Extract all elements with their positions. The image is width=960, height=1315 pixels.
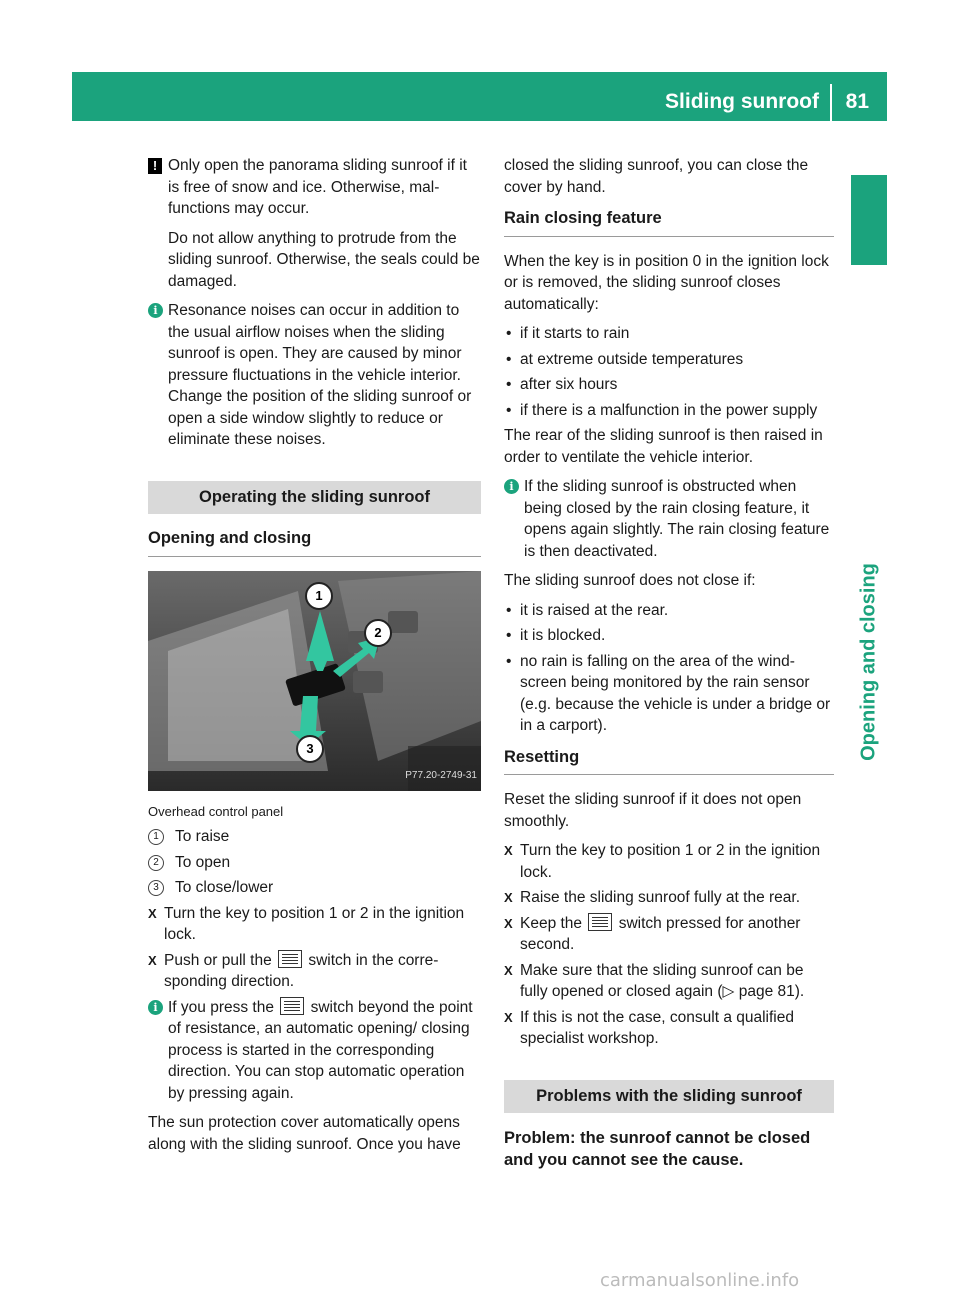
- page-number: 81: [845, 90, 869, 113]
- callout-2: 2: [364, 619, 392, 647]
- legend-text-1: To raise: [175, 828, 230, 845]
- watermark: carmanualsonline.info: [600, 1270, 800, 1291]
- list-item: • at extreme outside temperatures: [504, 349, 834, 371]
- step-push-pull: [148, 950, 481, 993]
- reset-step-5: X If this is not the case, consult a qualified specialist workshop.: [504, 1007, 834, 1050]
- reset-steps: [504, 840, 834, 1050]
- switch-icon: [280, 997, 304, 1015]
- list-item: • it is raised at the rear.: [504, 600, 834, 622]
- info-automatic-b: switch beyond the point of resistance, an automatic opening/ closing process is started in the corresponding direction. You can stop automatic operation by pressing again.: [168, 998, 473, 1102]
- legend-item: [148, 877, 481, 899]
- info-icon: i: [148, 1000, 163, 1015]
- info-note-resonance: [148, 300, 481, 451]
- rain-intro: When the key is in position 0 in the ignition lock or is removed, the sliding sunroof closes automatically:: [504, 252, 829, 313]
- step-push-pull-b: switch in the corresponding direction.: [164, 951, 439, 990]
- legend-number-3: 3: [148, 880, 164, 896]
- warning-text-1: Only open the panorama sliding sunroof if it is free of snow and ice. Otherwise, malfunctions may occur.: [168, 157, 467, 217]
- legend-number-2: 2: [148, 855, 164, 871]
- rain-conditions-list: [504, 323, 834, 421]
- figure-code: P77.20-2749-31: [405, 770, 477, 781]
- header-separator: [830, 84, 832, 121]
- reset-step-3-a: Keep the: [520, 914, 583, 932]
- info-note-automatic: [148, 997, 481, 1105]
- info-automatic-a: If you press the: [168, 998, 274, 1016]
- info-text-rain: If the sliding sunroof is obstructed when being closed by the rain closing feature, it opens again slightly. The rain closing feature is then deactivated.: [524, 478, 830, 560]
- side-tab-label: [851, 512, 887, 812]
- left-column: [148, 155, 481, 1163]
- paragraph-cover-by-hand: closed the sliding sunroof, you can close the cover by hand.: [504, 157, 809, 196]
- switch-icon: [278, 950, 302, 968]
- reset-step-1: X Turn the key to position 1 or 2 in the ignition lock.: [504, 840, 834, 883]
- legend-text-2: To open: [175, 853, 231, 871]
- side-tab-marker: [851, 175, 887, 265]
- step-push-pull-a: Push or pull the: [164, 951, 272, 969]
- warning-icon: !: [148, 158, 162, 174]
- list-item: • it is blocked.: [504, 625, 834, 647]
- steps-opening: [148, 903, 481, 993]
- page-header: [72, 72, 887, 121]
- list-item: • after six hours: [504, 374, 834, 396]
- info-note-rain: [504, 476, 834, 562]
- reset-step-3-b: switch pressed for another second.: [520, 914, 801, 953]
- reset-step-3: [504, 913, 834, 956]
- step-turn-key: X Turn the key to position 1 or 2 in the ignition lock.: [148, 903, 481, 946]
- figure-caption: Overhead control panel: [148, 803, 284, 819]
- paragraph-sun-protection: The sun protection cover automatically opens along with the sliding sunroof. Once you have: [148, 1114, 461, 1153]
- info-icon: i: [504, 479, 519, 494]
- callout-3: 3: [296, 735, 324, 763]
- info-text-automatic: [168, 997, 481, 1105]
- reset-step-4: X Make sure that the sliding sunroof can be fully opened or closed again (▷ page 81).: [504, 960, 834, 1003]
- overhead-panel-figure: [148, 571, 481, 791]
- list-item: • if there is a malfunction in the power supply: [504, 400, 834, 422]
- list-item: • if it starts to rain: [504, 323, 834, 345]
- section-title-operating: Operating the sliding sunroof: [148, 481, 481, 515]
- switch-icon: [588, 913, 612, 931]
- legend-item: [148, 852, 481, 874]
- legend-item: [148, 826, 481, 848]
- not-close-intro: The sliding sunroof does not close if:: [504, 572, 756, 589]
- info-icon: i: [148, 303, 163, 318]
- heading-rain-closing: Rain closing feature: [504, 208, 834, 237]
- warning-note: [148, 155, 481, 220]
- right-column: [504, 155, 834, 1177]
- problem-heading: Problem: the sunroof cannot be closed and you cannot see the cause.: [504, 1129, 811, 1169]
- header-title: Sliding sunroof: [665, 90, 819, 113]
- legend-number-1: 1: [148, 829, 164, 845]
- callout-1: 1: [305, 582, 333, 610]
- warning-text-2: Do not allow anything to protrude from the sliding sunroof. Otherwise, the seals could be damaged.: [168, 229, 480, 290]
- section-title-problems: Problems with the sliding sunroof: [504, 1080, 834, 1114]
- rain-after: The rear of the sliding sunroof is then raised in order to ventilate the vehicle interior.: [504, 427, 823, 466]
- heading-opening-closing: Opening and closing: [148, 528, 481, 557]
- heading-resetting: Resetting: [504, 747, 834, 776]
- info-text-resonance: Resonance noises can occur in addition to the usual airflow noises when the sliding sunroof is open. They are caused by minor pressure fluctuations in the vehicle interior. Change the position of the sliding sunroof or open a side window slightly to reduce or eliminate these noises.: [168, 302, 472, 448]
- legend-text-3: To close/lower: [175, 879, 274, 896]
- side-tab-text: Opening and closing: [857, 563, 880, 761]
- not-close-list: [504, 600, 834, 737]
- reset-step-2: X Raise the sliding sunroof fully at the rear.: [504, 887, 834, 909]
- reset-intro: Reset the sliding sunroof if it does not open smoothly.: [504, 791, 802, 830]
- list-item: • no rain is falling on the area of the windscreen being monitored by the rain sensor (e.g. because the vehicle is under a bridge or in a carport).: [504, 651, 834, 737]
